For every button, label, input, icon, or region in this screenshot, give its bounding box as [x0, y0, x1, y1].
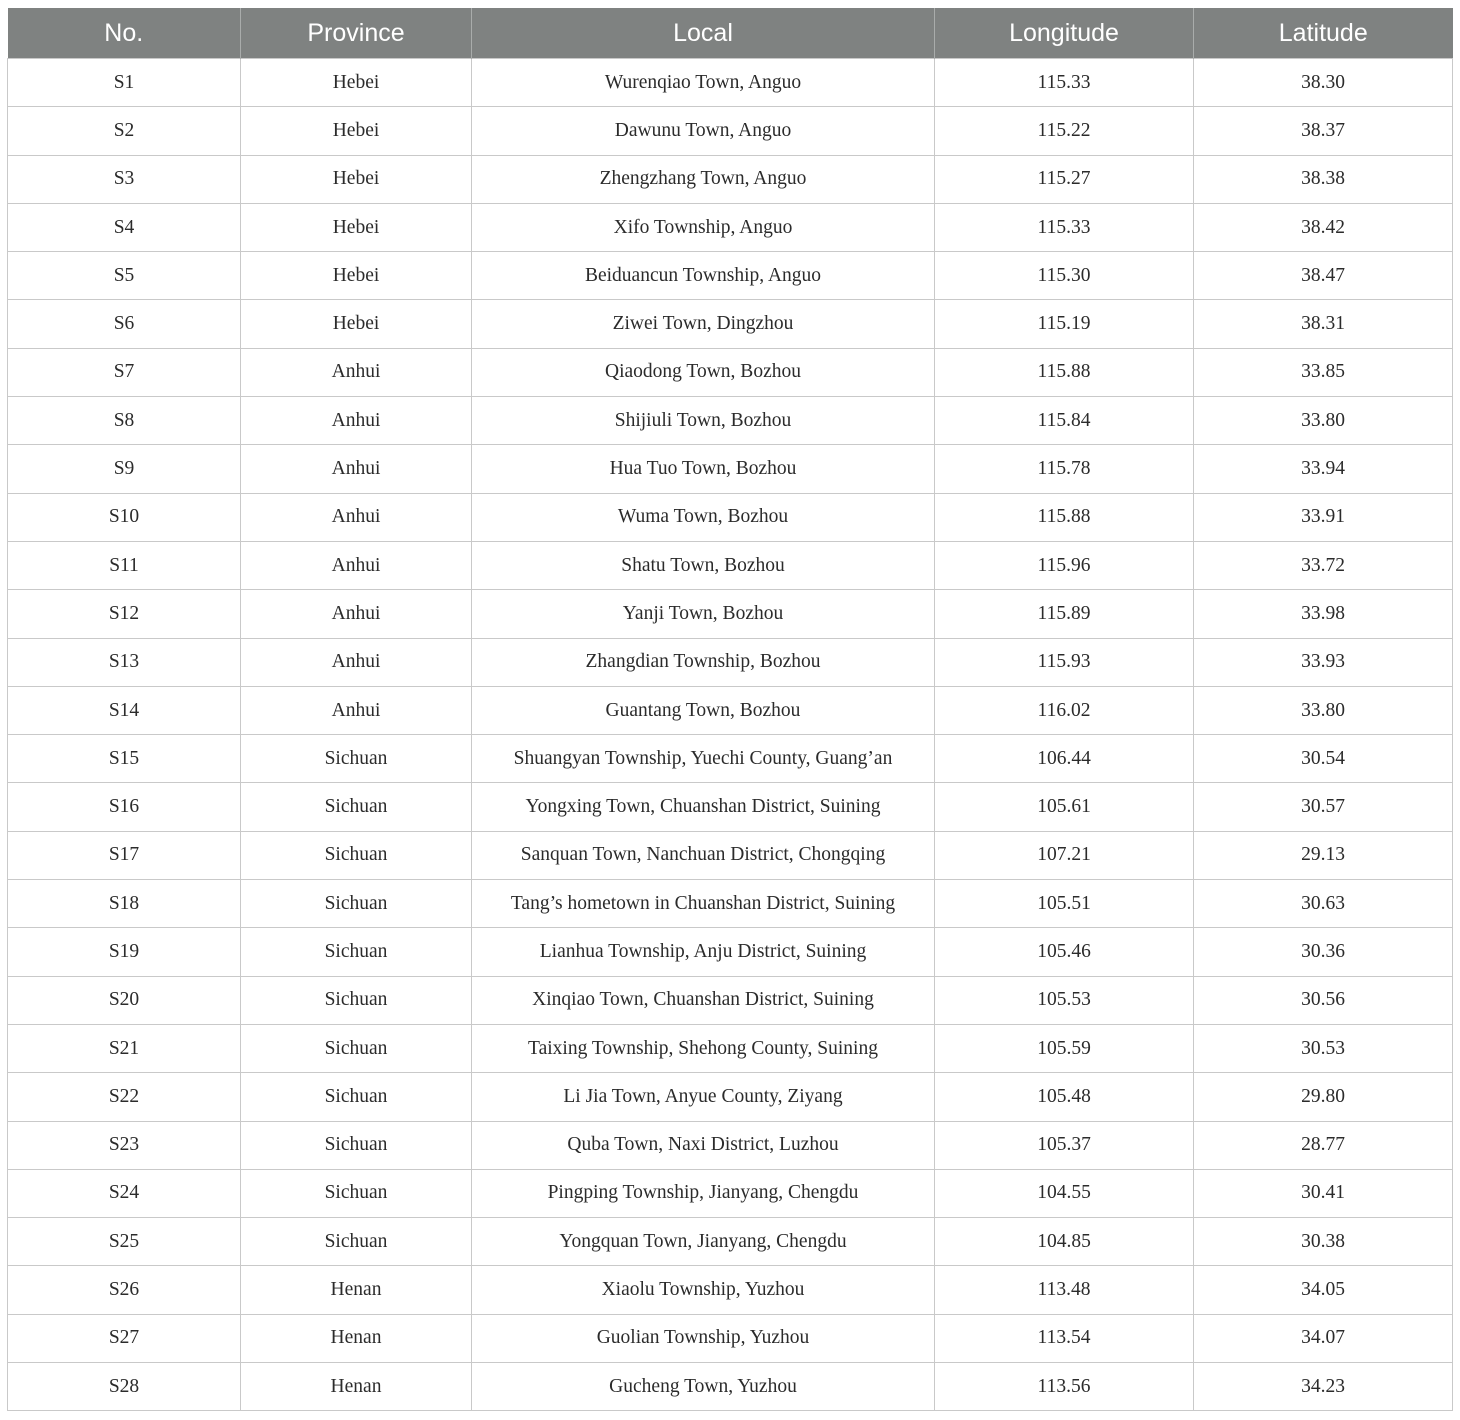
- cell-no: S8: [8, 397, 241, 445]
- cell-province: Hebei: [241, 155, 472, 203]
- cell-longitude: 105.59: [935, 1024, 1194, 1072]
- cell-latitude: 30.53: [1194, 1024, 1453, 1072]
- cell-longitude: 105.61: [935, 783, 1194, 831]
- cell-province: Anhui: [241, 686, 472, 734]
- cell-no: S25: [8, 1218, 241, 1266]
- cell-latitude: 33.80: [1194, 686, 1453, 734]
- cell-province: Sichuan: [241, 1121, 472, 1169]
- cell-province: Sichuan: [241, 976, 472, 1024]
- cell-latitude: 28.77: [1194, 1121, 1453, 1169]
- cell-longitude: 107.21: [935, 831, 1194, 879]
- cell-province: Anhui: [241, 493, 472, 541]
- cell-province: Sichuan: [241, 880, 472, 928]
- table-row: [8, 1169, 1453, 1217]
- cell-longitude: 105.46: [935, 928, 1194, 976]
- column-header-longitude: Longitude: [935, 8, 1194, 59]
- cell-province: Anhui: [241, 541, 472, 589]
- cell-province: Sichuan: [241, 928, 472, 976]
- table-row: [8, 1218, 1453, 1266]
- cell-longitude: 115.33: [935, 203, 1194, 251]
- table-row: [8, 348, 1453, 396]
- cell-local: Dawunu Town, Anguo: [472, 107, 935, 155]
- cell-longitude: 116.02: [935, 686, 1194, 734]
- cell-province: Sichuan: [241, 735, 472, 783]
- cell-province: Anhui: [241, 348, 472, 396]
- cell-province: Henan: [241, 1266, 472, 1314]
- cell-longitude: 115.19: [935, 300, 1194, 348]
- cell-longitude: 105.37: [935, 1121, 1194, 1169]
- cell-local: Wuma Town, Bozhou: [472, 493, 935, 541]
- cell-province: Anhui: [241, 590, 472, 638]
- cell-latitude: 38.38: [1194, 155, 1453, 203]
- cell-no: S9: [8, 445, 241, 493]
- cell-longitude: 113.48: [935, 1266, 1194, 1314]
- cell-local: Zhengzhang Town, Anguo: [472, 155, 935, 203]
- cell-no: S13: [8, 638, 241, 686]
- cell-province: Sichuan: [241, 783, 472, 831]
- cell-province: Sichuan: [241, 1073, 472, 1121]
- table-row: [8, 252, 1453, 300]
- cell-local: Guantang Town, Bozhou: [472, 686, 935, 734]
- cell-province: Henan: [241, 1363, 472, 1411]
- table-row: [8, 493, 1453, 541]
- cell-local: Ziwei Town, Dingzhou: [472, 300, 935, 348]
- table-row: [8, 300, 1453, 348]
- cell-latitude: 30.41: [1194, 1169, 1453, 1217]
- cell-no: S23: [8, 1121, 241, 1169]
- cell-local: Tang’s hometown in Chuanshan District, Suining: [472, 880, 935, 928]
- table-body: [8, 59, 1453, 1411]
- cell-latitude: 29.80: [1194, 1073, 1453, 1121]
- table-row: [8, 445, 1453, 493]
- cell-province: Henan: [241, 1314, 472, 1362]
- cell-local: Wurenqiao Town, Anguo: [472, 59, 935, 107]
- cell-local: Yongquan Town, Jianyang, Chengdu: [472, 1218, 935, 1266]
- cell-latitude: 38.31: [1194, 300, 1453, 348]
- table-row: [8, 397, 1453, 445]
- table-row: [8, 928, 1453, 976]
- table-row: [8, 638, 1453, 686]
- cell-province: Hebei: [241, 203, 472, 251]
- cell-province: Hebei: [241, 300, 472, 348]
- cell-province: Hebei: [241, 107, 472, 155]
- cell-province: Sichuan: [241, 1218, 472, 1266]
- table-row: [8, 541, 1453, 589]
- cell-local: Quba Town, Naxi District, Luzhou: [472, 1121, 935, 1169]
- cell-longitude: 115.27: [935, 155, 1194, 203]
- cell-longitude: 115.84: [935, 397, 1194, 445]
- cell-province: Anhui: [241, 638, 472, 686]
- table-row: [8, 880, 1453, 928]
- cell-local: Pingping Township, Jianyang, Chengdu: [472, 1169, 935, 1217]
- cell-latitude: 30.54: [1194, 735, 1453, 783]
- cell-latitude: 30.57: [1194, 783, 1453, 831]
- column-header-latitude: Latitude: [1194, 8, 1453, 59]
- cell-local: Taixing Township, Shehong County, Suining: [472, 1024, 935, 1072]
- cell-province: Hebei: [241, 59, 472, 107]
- table-row: [8, 1266, 1453, 1314]
- cell-no: S22: [8, 1073, 241, 1121]
- cell-longitude: 115.22: [935, 107, 1194, 155]
- cell-local: Zhangdian Township, Bozhou: [472, 638, 935, 686]
- cell-no: S27: [8, 1314, 241, 1362]
- cell-local: Lianhua Township, Anju District, Suining: [472, 928, 935, 976]
- cell-latitude: 33.94: [1194, 445, 1453, 493]
- cell-province: Anhui: [241, 397, 472, 445]
- table-row: [8, 1024, 1453, 1072]
- cell-latitude: 30.38: [1194, 1218, 1453, 1266]
- table-row: [8, 1314, 1453, 1362]
- cell-no: S5: [8, 252, 241, 300]
- cell-longitude: 106.44: [935, 735, 1194, 783]
- cell-local: Guolian Township, Yuzhou: [472, 1314, 935, 1362]
- cell-no: S16: [8, 783, 241, 831]
- cell-longitude: 105.53: [935, 976, 1194, 1024]
- table-row: [8, 107, 1453, 155]
- cell-no: S18: [8, 880, 241, 928]
- cell-latitude: 38.37: [1194, 107, 1453, 155]
- cell-latitude: 33.98: [1194, 590, 1453, 638]
- cell-longitude: 115.30: [935, 252, 1194, 300]
- cell-latitude: 30.56: [1194, 976, 1453, 1024]
- cell-latitude: 33.91: [1194, 493, 1453, 541]
- cell-no: S1: [8, 59, 241, 107]
- cell-longitude: 115.93: [935, 638, 1194, 686]
- cell-longitude: 113.56: [935, 1363, 1194, 1411]
- table-row: [8, 1121, 1453, 1169]
- header-row: [8, 8, 1453, 59]
- cell-latitude: 34.07: [1194, 1314, 1453, 1362]
- cell-longitude: 115.33: [935, 59, 1194, 107]
- cell-longitude: 113.54: [935, 1314, 1194, 1362]
- column-header-province: Province: [241, 8, 472, 59]
- cell-no: S24: [8, 1169, 241, 1217]
- cell-no: S14: [8, 686, 241, 734]
- cell-local: Qiaodong Town, Bozhou: [472, 348, 935, 396]
- cell-local: Xifo Township, Anguo: [472, 203, 935, 251]
- cell-local: Xiaolu Township, Yuzhou: [472, 1266, 935, 1314]
- cell-latitude: 30.36: [1194, 928, 1453, 976]
- cell-latitude: 34.23: [1194, 1363, 1453, 1411]
- cell-longitude: 115.88: [935, 348, 1194, 396]
- cell-latitude: 30.63: [1194, 880, 1453, 928]
- cell-latitude: 33.72: [1194, 541, 1453, 589]
- cell-province: Sichuan: [241, 1169, 472, 1217]
- table-row: [8, 59, 1453, 107]
- cell-no: S19: [8, 928, 241, 976]
- cell-no: S11: [8, 541, 241, 589]
- cell-latitude: 38.42: [1194, 203, 1453, 251]
- cell-local: Shijiuli Town, Bozhou: [472, 397, 935, 445]
- cell-longitude: 105.51: [935, 880, 1194, 928]
- cell-longitude: 115.89: [935, 590, 1194, 638]
- cell-latitude: 34.05: [1194, 1266, 1453, 1314]
- cell-local: Shuangyan Township, Yuechi County, Guang’an: [472, 735, 935, 783]
- table-row: [8, 686, 1453, 734]
- cell-latitude: 33.93: [1194, 638, 1453, 686]
- table-row: [8, 590, 1453, 638]
- cell-longitude: 104.85: [935, 1218, 1194, 1266]
- cell-longitude: 115.96: [935, 541, 1194, 589]
- cell-no: S4: [8, 203, 241, 251]
- column-header-local: Local: [472, 8, 935, 59]
- cell-local: Xinqiao Town, Chuanshan District, Suining: [472, 976, 935, 1024]
- cell-province: Anhui: [241, 445, 472, 493]
- sampling-sites-table: [7, 8, 1453, 1411]
- table-row: [8, 1363, 1453, 1411]
- cell-latitude: 38.47: [1194, 252, 1453, 300]
- cell-local: Shatu Town, Bozhou: [472, 541, 935, 589]
- cell-no: S17: [8, 831, 241, 879]
- cell-no: S2: [8, 107, 241, 155]
- table-row: [8, 831, 1453, 879]
- cell-latitude: 33.80: [1194, 397, 1453, 445]
- cell-longitude: 105.48: [935, 1073, 1194, 1121]
- cell-no: S26: [8, 1266, 241, 1314]
- table-header: [8, 8, 1453, 59]
- table-row: [8, 735, 1453, 783]
- table-row: [8, 155, 1453, 203]
- cell-no: S10: [8, 493, 241, 541]
- cell-latitude: 33.85: [1194, 348, 1453, 396]
- cell-local: Gucheng Town, Yuzhou: [472, 1363, 935, 1411]
- cell-local: Sanquan Town, Nanchuan District, Chongqing: [472, 831, 935, 879]
- cell-local: Hua Tuo Town, Bozhou: [472, 445, 935, 493]
- cell-province: Sichuan: [241, 1024, 472, 1072]
- cell-local: Beiduancun Township, Anguo: [472, 252, 935, 300]
- cell-province: Hebei: [241, 252, 472, 300]
- cell-longitude: 104.55: [935, 1169, 1194, 1217]
- sampling-sites-table-container: [7, 8, 1452, 1411]
- cell-latitude: 38.30: [1194, 59, 1453, 107]
- cell-no: S21: [8, 1024, 241, 1072]
- cell-no: S3: [8, 155, 241, 203]
- table-row: [8, 783, 1453, 831]
- cell-longitude: 115.88: [935, 493, 1194, 541]
- cell-no: S20: [8, 976, 241, 1024]
- cell-no: S6: [8, 300, 241, 348]
- cell-latitude: 29.13: [1194, 831, 1453, 879]
- table-row: [8, 203, 1453, 251]
- cell-local: Li Jia Town, Anyue County, Ziyang: [472, 1073, 935, 1121]
- cell-no: S15: [8, 735, 241, 783]
- cell-longitude: 115.78: [935, 445, 1194, 493]
- cell-local: Yongxing Town, Chuanshan District, Suining: [472, 783, 935, 831]
- cell-local: Yanji Town, Bozhou: [472, 590, 935, 638]
- cell-province: Sichuan: [241, 831, 472, 879]
- table-row: [8, 1073, 1453, 1121]
- cell-no: S12: [8, 590, 241, 638]
- cell-no: S7: [8, 348, 241, 396]
- table-row: [8, 976, 1453, 1024]
- column-header-no: No.: [8, 8, 241, 59]
- cell-no: S28: [8, 1363, 241, 1411]
